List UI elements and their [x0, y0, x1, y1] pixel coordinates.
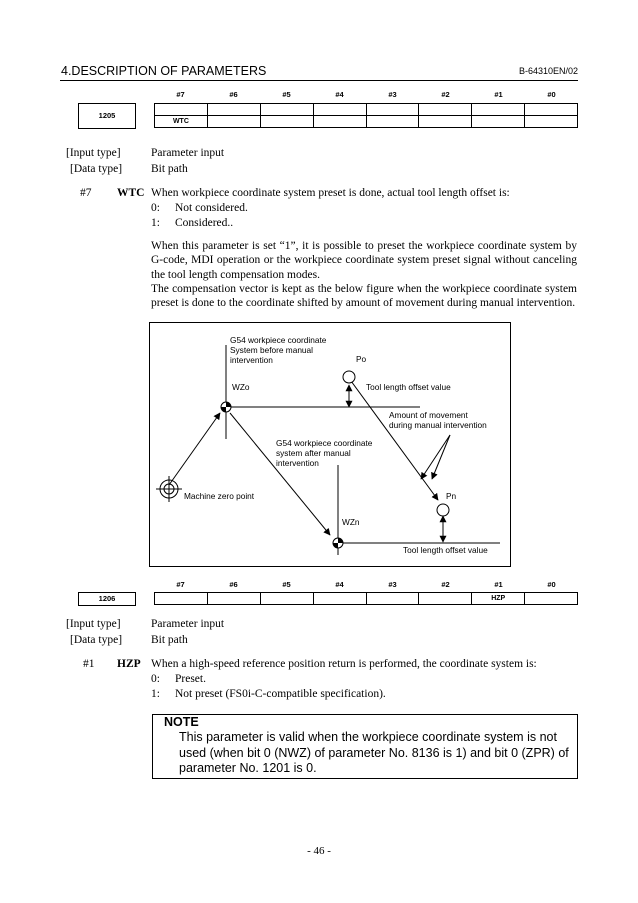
bit-id: #7 — [80, 187, 92, 199]
option-text: Preset. — [175, 673, 206, 685]
bit-label: #6 — [229, 90, 238, 99]
bit-label: #4 — [335, 90, 344, 99]
wzn-label: WZn — [342, 517, 360, 527]
bit-cell — [155, 104, 208, 116]
bit-label: #1 — [494, 90, 503, 99]
note-title: NOTE — [164, 715, 199, 729]
option-key: 1: — [151, 217, 160, 229]
bit-label: #5 — [282, 580, 291, 589]
bit-cell — [525, 116, 578, 128]
bit-cell — [313, 104, 366, 116]
bit-name: HZP — [117, 658, 141, 670]
bit-label: #3 — [388, 580, 397, 589]
movement-pointer-arrow — [432, 435, 450, 479]
tool-offset-bottom-label: Tool length offset value — [403, 545, 488, 555]
bit-label: #2 — [441, 580, 450, 589]
bit-cell — [207, 104, 260, 116]
note-body: This parameter is valid when the workpiece coordinate system is not used (when bit 0 (NWZ) of parameter No. 8136 is 1) and bit 0 (ZPR) of parameter No. 1201 is 0. — [179, 730, 569, 775]
tool-pn-icon — [437, 504, 449, 516]
amount-movement-label: Amount of movement during manual intervention — [389, 410, 487, 430]
wzo-to-wzn-arrow — [230, 413, 330, 535]
bit-name: WTC — [117, 187, 145, 199]
tool-po-icon — [343, 371, 355, 383]
input-type-label: [Input type] — [66, 147, 121, 159]
option-text: Not preset (FS0i-C-compatible specification). — [175, 688, 386, 700]
option-key: 1: — [151, 688, 160, 700]
bit-header-1206 — [154, 580, 578, 592]
option-key: 0: — [151, 673, 160, 685]
bit-label: #5 — [282, 90, 291, 99]
bit-cell — [525, 104, 578, 116]
bit-cell — [419, 104, 472, 116]
bit-cell — [366, 104, 419, 116]
header-rule — [60, 80, 578, 81]
bit-label: #1 — [494, 580, 503, 589]
data-type-label: [Data type] — [70, 634, 123, 646]
bit-table-1205 — [154, 103, 578, 128]
bit-cell: WTC — [155, 116, 208, 128]
option-text: Considered.. — [175, 217, 234, 229]
document-code: B-64310EN/02 — [519, 66, 579, 76]
bit-cell — [207, 116, 260, 128]
input-type-label: [Input type] — [66, 618, 121, 630]
pn-label: Pn — [446, 491, 457, 501]
bit-description: When a high-speed reference position return is performed, the coordinate system is: — [151, 658, 537, 670]
wzo-label: WZo — [232, 382, 250, 392]
page-number: - 46 - — [307, 845, 331, 857]
g54-before-label: G54 workpiece coordinate System before manual intervention — [230, 335, 327, 365]
bit-cell — [155, 593, 208, 605]
bit-cell — [525, 593, 578, 605]
data-type-value: Bit path — [151, 163, 188, 175]
section-title: 4.DESCRIPTION OF PARAMETERS — [61, 64, 267, 78]
input-type-value: Parameter input — [151, 147, 225, 159]
data-type-label: [Data type] — [70, 163, 123, 175]
movement-pointer-arrow — [421, 435, 450, 479]
bit-cell — [366, 116, 419, 128]
input-type-value: Parameter input — [151, 618, 225, 630]
bit-cell — [419, 593, 472, 605]
wzo-origin-icon — [221, 402, 231, 412]
bit-cell — [313, 593, 366, 605]
parameter-number-1205: 1205 — [78, 103, 136, 129]
bit-label: #7 — [176, 90, 185, 99]
parameter-number-1206: 1206 — [78, 592, 136, 606]
bit-table-1206 — [154, 592, 578, 605]
bit-cell — [366, 593, 419, 605]
po-label: Po — [356, 354, 367, 364]
bit-cell — [260, 116, 313, 128]
option-text: Not considered. — [175, 202, 248, 214]
data-type-value: Bit path — [151, 634, 188, 646]
bit-label: #3 — [388, 90, 397, 99]
coordinate-diagram — [149, 322, 511, 567]
bit-label: #7 — [176, 580, 185, 589]
bit-cell — [260, 104, 313, 116]
bit-description: When workpiece coordinate system preset is done, actual tool length offset is: — [151, 187, 510, 199]
bit-label: #0 — [547, 90, 556, 99]
bit-cell — [472, 116, 525, 128]
bit-cell — [313, 116, 366, 128]
paragraph-preset: When this parameter is set “1”, it is possible to preset the workpiece coordinate system by G-code, MDI operation or the workpiece coordinate system preset signal without canceling the tool length compensation modes. — [151, 240, 577, 281]
bit-cell — [472, 104, 525, 116]
bit-label: #0 — [547, 580, 556, 589]
bit-cell — [260, 593, 313, 605]
bit-id: #1 — [83, 658, 95, 670]
g54-after-label: G54 workpiece coordinate system after manual intervention — [276, 438, 373, 468]
bit-cell: HZP — [472, 593, 525, 605]
tool-offset-top-label: Tool length offset value — [366, 382, 451, 392]
bit-label: #2 — [441, 90, 450, 99]
bit-label: #6 — [229, 580, 238, 589]
option-key: 0: — [151, 202, 160, 214]
machine-to-wzo-arrow — [169, 413, 220, 485]
machine-zero-icon — [156, 476, 182, 502]
note-box — [152, 714, 578, 779]
machine-zero-label: Machine zero point — [184, 491, 255, 501]
bit-cell — [207, 593, 260, 605]
bit-cell — [419, 116, 472, 128]
paragraph-compensation: The compensation vector is kept as the below figure when the workpiece coordinate system preset is done to the coordinate shifted by amount of movement during manual intervention. — [151, 283, 577, 310]
wzn-origin-icon — [333, 538, 343, 548]
bit-header-1205 — [154, 90, 578, 102]
bit-label: #4 — [335, 580, 344, 589]
